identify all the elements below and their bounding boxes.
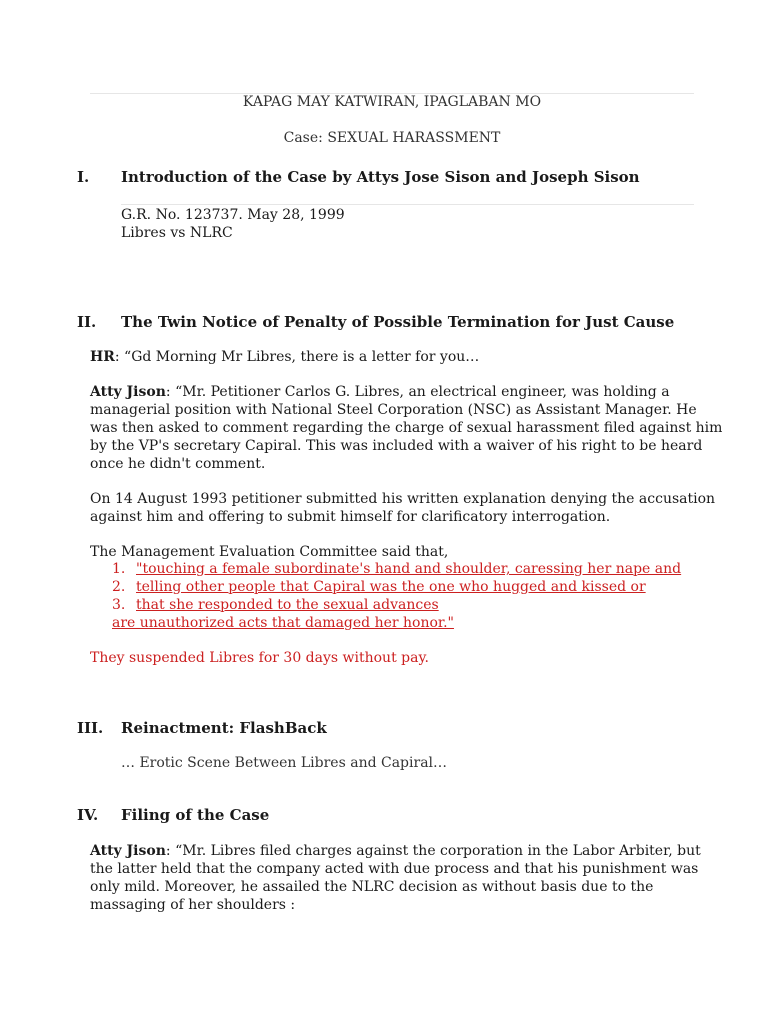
list-text: "touching a female subordinate's hand and shoulder, caressing her nape and xyxy=(136,561,682,577)
list-item xyxy=(112,578,681,596)
jison-line: managerial position with National Steel Corporation (NSC) as Assistant Manager. He xyxy=(90,402,697,418)
jison-line: once he didn't comment. xyxy=(90,456,266,472)
committee-intro: The Management Evaluation Committee said that, xyxy=(90,544,449,560)
case-line: Case: SEXUAL HARASSMENT xyxy=(283,130,501,146)
section-title-4: Filing of the Case xyxy=(121,806,270,824)
hr-text: : “Gd Morning Mr Libres, there is a letter for you… xyxy=(114,349,480,365)
suspension-note: They suspended Libres for 30 days without pay. xyxy=(90,650,429,666)
filing-paragraph xyxy=(90,842,701,914)
section-number-2: II. xyxy=(77,313,97,331)
section-title-1: Introduction of the Case by Attys Jose Sison and Joseph Sison xyxy=(121,168,640,186)
document-title: KAPAG MAY KATWIRAN, IPAGLABAN MO xyxy=(242,94,542,110)
jison-line: was then asked to comment regarding the charge of sexual harassment filed against him xyxy=(90,420,723,436)
section-number-1: I. xyxy=(77,168,90,186)
filing-line xyxy=(90,842,701,860)
august-line: against him and offering to submit himself for clarificatory interrogation. xyxy=(90,509,611,525)
filing-line: massaging of her shoulders : xyxy=(90,897,296,913)
list-number: 1. xyxy=(112,561,126,577)
gr-number: G.R. No. 123737. May 28, 1999 xyxy=(121,207,345,223)
list-text: telling other people that Capiral was the one who hugged and kissed or xyxy=(136,579,646,595)
august-line: On 14 August 1993 petitioner submitted his written explanation denying the accusation xyxy=(90,491,716,507)
filing-speaker: Atty Jison xyxy=(90,843,166,859)
list-number: 2. xyxy=(112,579,126,595)
section-number-4: IV. xyxy=(77,806,99,824)
jison-line: by the VP's secretary Capiral. This was included with a waiver of his right to be heard xyxy=(90,438,703,454)
list-item xyxy=(112,560,681,578)
filing-line: only mild. Moreover, he assailed the NLRC decision as without basis due to the xyxy=(90,879,654,895)
case-parties: Libres vs NLRC xyxy=(121,225,233,241)
committee-list xyxy=(112,560,681,632)
section-title-2: The Twin Notice of Penalty of Possible Termination for Just Cause xyxy=(121,313,675,331)
filing-line: the latter held that the company acted with due process and that his punishment was xyxy=(90,861,699,877)
list-tail xyxy=(112,614,681,632)
jison-speaker: Atty Jison xyxy=(90,384,166,400)
reinactment-text: … Erotic Scene Between Libres and Capiral… xyxy=(121,755,448,771)
jison-paragraph xyxy=(90,383,723,473)
august-paragraph xyxy=(90,490,716,526)
list-text: that she responded to the sexual advances xyxy=(136,597,439,613)
hr-speaker: HR xyxy=(90,349,115,365)
filing-text: : “Mr. Libres filed charges against the corporation in the Labor Arbiter, but xyxy=(165,843,701,859)
section-1-rule xyxy=(121,204,694,205)
section-title-3: Reinactment: FlashBack xyxy=(121,719,327,737)
jison-text: : “Mr. Petitioner Carlos G. Libres, an electrical engineer, was holding a xyxy=(165,384,670,400)
list-number: 3. xyxy=(112,597,126,613)
jison-line xyxy=(90,383,690,401)
section-number-3: III. xyxy=(77,719,104,737)
hr-dialogue xyxy=(90,348,479,366)
list-item xyxy=(112,596,681,614)
list-tail-text: are unauthorized acts that damaged her honor." xyxy=(112,615,454,631)
